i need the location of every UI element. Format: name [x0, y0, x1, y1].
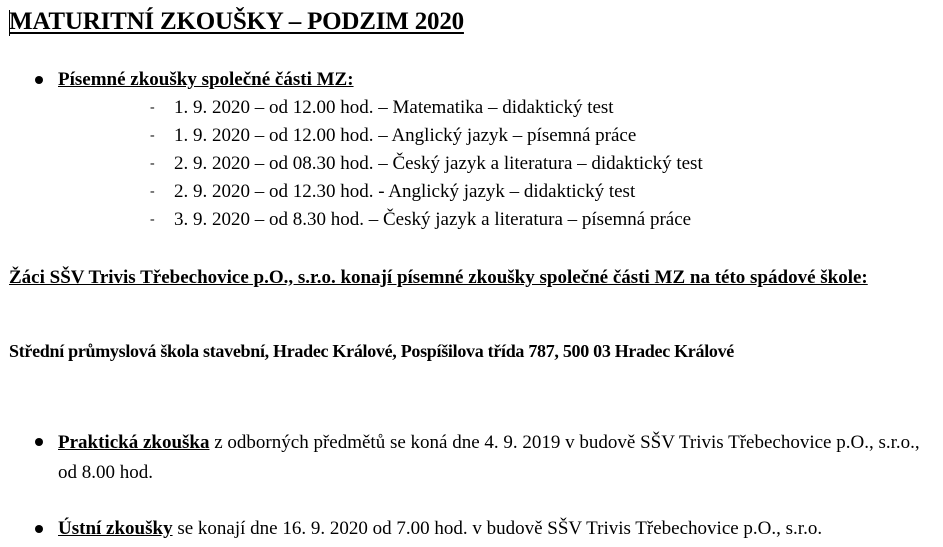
bullet-icon — [35, 438, 43, 446]
list-item-text: 1. 9. 2020 – od 12.00 hod. – Matematika – didaktický test — [174, 97, 614, 118]
oral-exam-label: Ústní zkoušky — [58, 518, 173, 539]
school-address: Střední průmyslová škola stavební, Hradec Králové, Pospíšilova třída 787, 500 03 Hradec Králové — [9, 341, 734, 361]
written-exams-heading: Písemné zkoušky společné části MZ: — [58, 69, 354, 90]
list-item-text: 2. 9. 2020 – od 08.30 hod. – Český jazyk a literatura – didaktický test — [174, 153, 703, 174]
dash-icon: - — [150, 212, 155, 227]
oral-exam-text — [58, 515, 822, 543]
oral-exam-detail: se konají dne 16. 9. 2020 od 7.00 hod. v budově SŠV Trivis Třebechovice p.O., s.r.o. — [172, 518, 823, 539]
practical-exam-text — [58, 428, 938, 488]
practical-exam-detail: z odborných předmětů se koná dne 4. 9. 2019 v budově SŠV Trivis Třebechovice p.O., s.r.o., od 8.00 hod. — [58, 432, 920, 483]
bullet-icon — [35, 525, 43, 533]
dash-icon: - — [150, 156, 155, 171]
practical-exam-label: Praktická zkouška — [58, 432, 210, 453]
list-item-text: 3. 9. 2020 – od 8.30 hod. – Český jazyk a literatura – písemná práce — [174, 209, 692, 230]
bullet-icon — [35, 76, 43, 84]
page-title: MATURITNÍ ZKOUŠKY – PODZIM 2020 — [9, 8, 464, 35]
dash-icon: - — [150, 184, 155, 199]
notice-text: Žáci SŠV Trivis Třebechovice p.O., s.r.o. konají písemné zkoušky společné části MZ na této spádové škole: — [9, 267, 868, 288]
dash-icon: - — [150, 100, 155, 115]
list-item-text: 2. 9. 2020 – od 12.30 hod. - Anglický jazyk – didaktický test — [174, 181, 636, 202]
dash-icon: - — [150, 128, 155, 143]
list-item-text: 1. 9. 2020 – od 12.00 hod. – Anglický jazyk – písemná práce — [174, 125, 637, 146]
